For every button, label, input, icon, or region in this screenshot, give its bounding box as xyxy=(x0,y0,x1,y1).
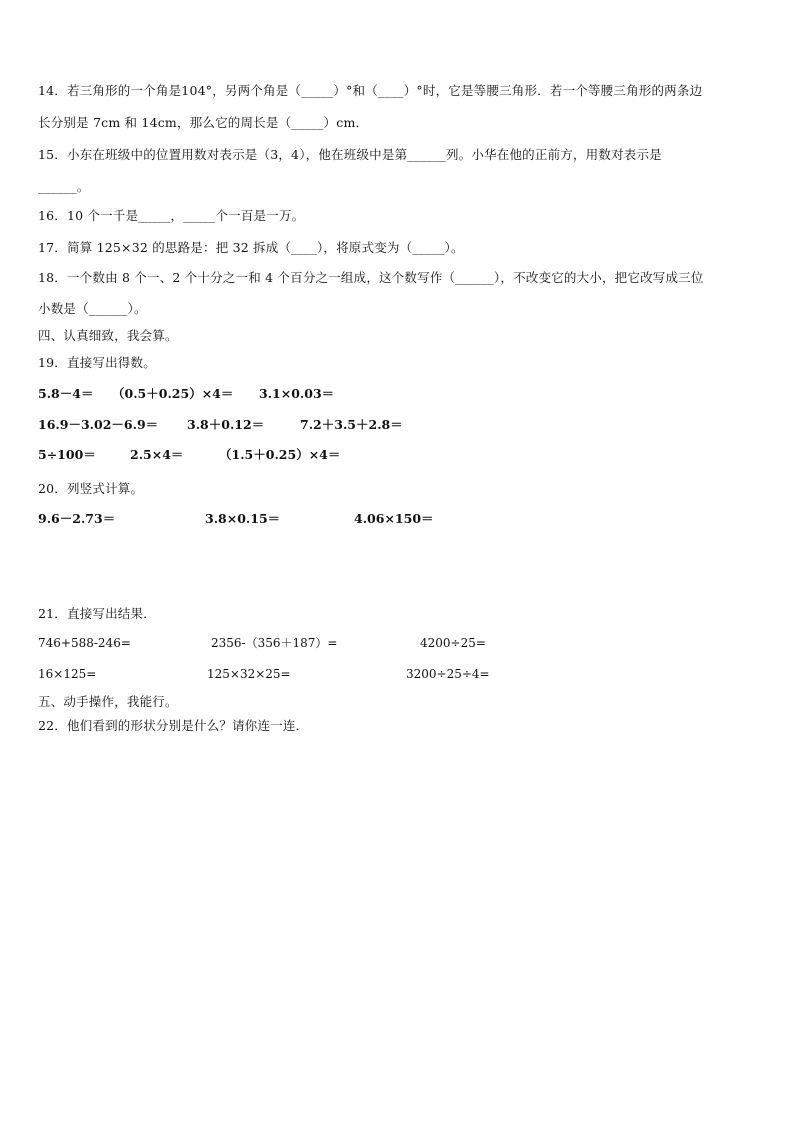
q19-r3-c1: 5÷100＝ xyxy=(38,447,96,462)
q21-r2-c1: 16×125= xyxy=(38,667,97,681)
q18-line1: 18．一个数由 8 个一、2 个十分之一和 4 个百分之一组成，这个数写作（______），不改变它的大小，把它改写成三位 xyxy=(38,270,704,285)
q19-r1-c1: 5.8－4＝ xyxy=(38,386,94,401)
q16-text: 16．10 个一千是_____，_____个一百是一万。 xyxy=(38,208,305,223)
q15-line1: 15．小东在班级中的位置用数对表示是（3，4），他在班级中是第______列。小华在他的正前方，用数对表示是 xyxy=(38,147,662,162)
q21-title: 21．直接写出结果． xyxy=(38,606,156,621)
q20-item-3: 4.06×150＝ xyxy=(354,511,434,526)
q20-item-2: 3.8×0.15＝ xyxy=(205,511,281,526)
q15-line2: ______。 xyxy=(38,179,90,194)
q20-item-1: 9.6－2.73＝ xyxy=(38,511,116,526)
q14-line2: 长分别是 7cm 和 14cm，那么它的周长是（_____）cm． xyxy=(38,115,369,130)
section-5-heading: 五、动手操作，我能行。 xyxy=(38,694,178,709)
q19-r3-c2: 2.5×4＝ xyxy=(130,447,184,462)
q21-r1-c2: 2356-（356＋187）= xyxy=(211,636,338,650)
q19-r2-c1: 16.9－3.02－6.9＝ xyxy=(38,417,159,432)
q19-r1-c2: （0.5＋0.25）×4＝ xyxy=(112,386,234,401)
q22-text: 22．他们看到的形状分别是什么？请你连一连． xyxy=(38,718,309,733)
q20-title: 20．列竖式计算。 xyxy=(38,481,144,496)
q19-r3-c3: （1.5＋0.25）×4＝ xyxy=(219,447,341,462)
q18-line2: 小数是（______）。 xyxy=(38,301,147,316)
q21-r2-c2: 125×32×25= xyxy=(207,667,291,681)
q19-r2-c2: 3.8＋0.12＝ xyxy=(187,417,265,432)
q21-r2-c3: 3200÷25÷4= xyxy=(406,667,490,681)
q21-r1-c1: 746+588-246= xyxy=(38,636,131,650)
q17-text: 17．简算 125×32 的思路是：把 32 拆成（____），将原式变为（_____）。 xyxy=(38,240,464,255)
q19-r1-c3: 3.1×0.03＝ xyxy=(259,386,335,401)
q19-r2-c3: 7.2＋3.5＋2.8＝ xyxy=(300,417,403,432)
section-4-heading: 四、认真细致，我会算。 xyxy=(38,328,178,343)
q14-line1: 14．若三角形的一个角是104°，另两个角是（_____）°和（____）°时，它是等腰三角形．若一个等腰三角形的两条边 xyxy=(38,83,703,98)
q21-r1-c3: 4200÷25= xyxy=(420,636,486,650)
q19-title: 19．直接写出得数。 xyxy=(38,355,156,370)
